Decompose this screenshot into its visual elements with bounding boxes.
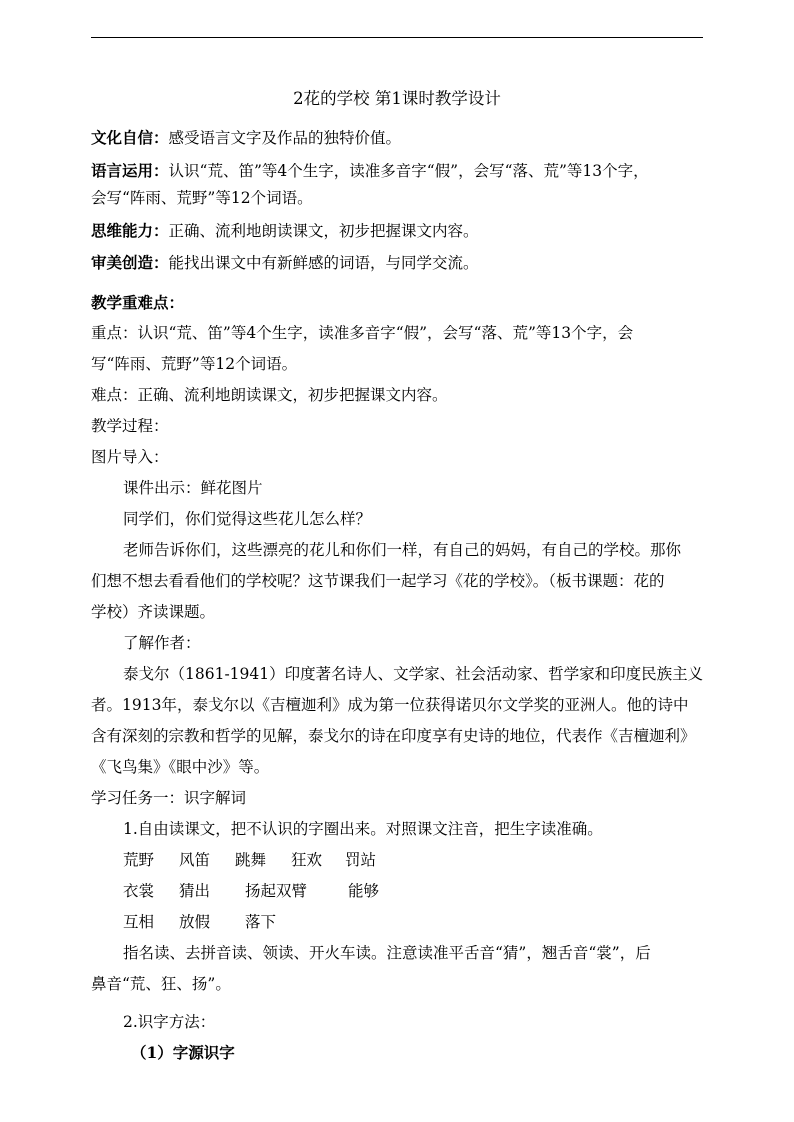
vocab-word: 能够 — [348, 882, 380, 900]
reading-line: 鼻音“荒、狂、扬”。 — [91, 975, 231, 993]
author-line: 含有深刻的宗教和哲学的见解，泰戈尔的诗在印度享有史诗的地位，代表作《吉檀迦利》 — [91, 727, 696, 745]
vocab-word: 互相 — [123, 913, 155, 931]
vocab-word: 衣裳 — [123, 882, 155, 900]
goal-text: 认识“荒、笛”等4个生字，读准多音字“假”，会写“落、荒”等13个字， — [168, 162, 649, 180]
goal-text: 能找出课文中有新鲜感的词语，与同学交流。 — [168, 254, 479, 272]
vocab-word: 狂欢 — [291, 851, 323, 869]
process-line: 们想不想去看看他们的学校呢？这节课我们一起学习《花的学校》。（板书课题：花的 — [91, 572, 665, 590]
goal-text: 感受语言文字及作品的独特价值。 — [168, 129, 402, 147]
word-row — [123, 880, 743, 902]
goal-language-cont — [91, 187, 711, 209]
word-row — [123, 911, 743, 933]
goal-text: 会写“阵雨、荒野”等12个词语。 — [91, 189, 313, 207]
word-row — [123, 849, 743, 871]
vocab-word: 跳舞 — [235, 851, 267, 869]
process-line: 同学们，你们觉得这些花儿怎么样？ — [123, 510, 372, 528]
reading-line: 指名读、去拼音读、领读、开火车读。注意读准平舌音“猜”，翘舌音“裳”，后 — [123, 944, 651, 962]
author-line: 者。1913年，泰戈尔以《吉檀迦利》成为第一位获得诺贝尔文学奖的亚洲人。他的诗中 — [91, 696, 689, 714]
goal-label: 语言运用： — [91, 161, 169, 180]
goal-thinking — [91, 220, 711, 242]
vocab-word: 荒野 — [123, 851, 155, 869]
goal-language — [91, 160, 711, 182]
method-heading-text: （1）字源识字 — [131, 1043, 235, 1062]
vocab-word: 猜出 — [179, 882, 211, 900]
author-line: 《飞鸟集》《眼中沙》等。 — [91, 758, 270, 776]
process-heading: 教学过程： — [91, 417, 169, 435]
intro-heading: 图片导入： — [91, 448, 169, 466]
vocab-word: 罚站 — [345, 851, 377, 869]
goal-text: 正确、流利地朗读课文，初步把握课文内容。 — [168, 222, 479, 240]
key-points-line: 难点：正确、流利地朗读课文，初步把握课文内容。 — [91, 386, 448, 404]
key-points-line: 写“阵雨、荒野”等12个词语。 — [91, 355, 298, 373]
author-line: 泰戈尔（1861-1941）印度著名诗人、文学家、社会活动家、哲学家和印度民族主义 — [123, 665, 704, 683]
goal-label: 审美创造： — [91, 253, 169, 272]
vocab-word: 落下 — [245, 913, 277, 931]
task1-step2: 2.识字方法： — [123, 1013, 216, 1031]
method-heading — [131, 1042, 751, 1064]
header-rule — [91, 37, 703, 38]
goal-culture — [91, 127, 711, 149]
process-line: 老师告诉你们，这些漂亮的花儿和你们一样，有自己的妈妈，有自己的学校。那你 — [123, 541, 682, 559]
goal-label: 文化自信： — [91, 128, 169, 147]
vocab-word: 风笛 — [179, 851, 211, 869]
vocab-word: 扬起双臂 — [245, 882, 308, 900]
process-line: 学校）齐读课题。 — [91, 603, 216, 621]
task1-heading: 学习任务一：识字解词 — [91, 789, 247, 807]
task1-step1: 1.自由读课文，把不认识的字圈出来。对照课文注音，把生字读准确。 — [123, 820, 603, 838]
vocab-word: 放假 — [179, 913, 211, 931]
key-points-line: 重点：认识“荒、笛”等4个生字，读准多音字“假”，会写“落、荒”等13个字，会 — [91, 324, 634, 342]
key-points-heading — [91, 292, 711, 314]
goal-aesthetic — [91, 252, 711, 274]
page-title: 2花的学校 第1课时教学设计 — [293, 89, 501, 108]
process-line: 课件出示：鲜花图片 — [123, 479, 263, 497]
goal-label: 思维能力： — [91, 221, 169, 240]
key-points-heading-text: 教学重难点： — [91, 293, 185, 312]
author-heading: 了解作者： — [123, 634, 201, 652]
